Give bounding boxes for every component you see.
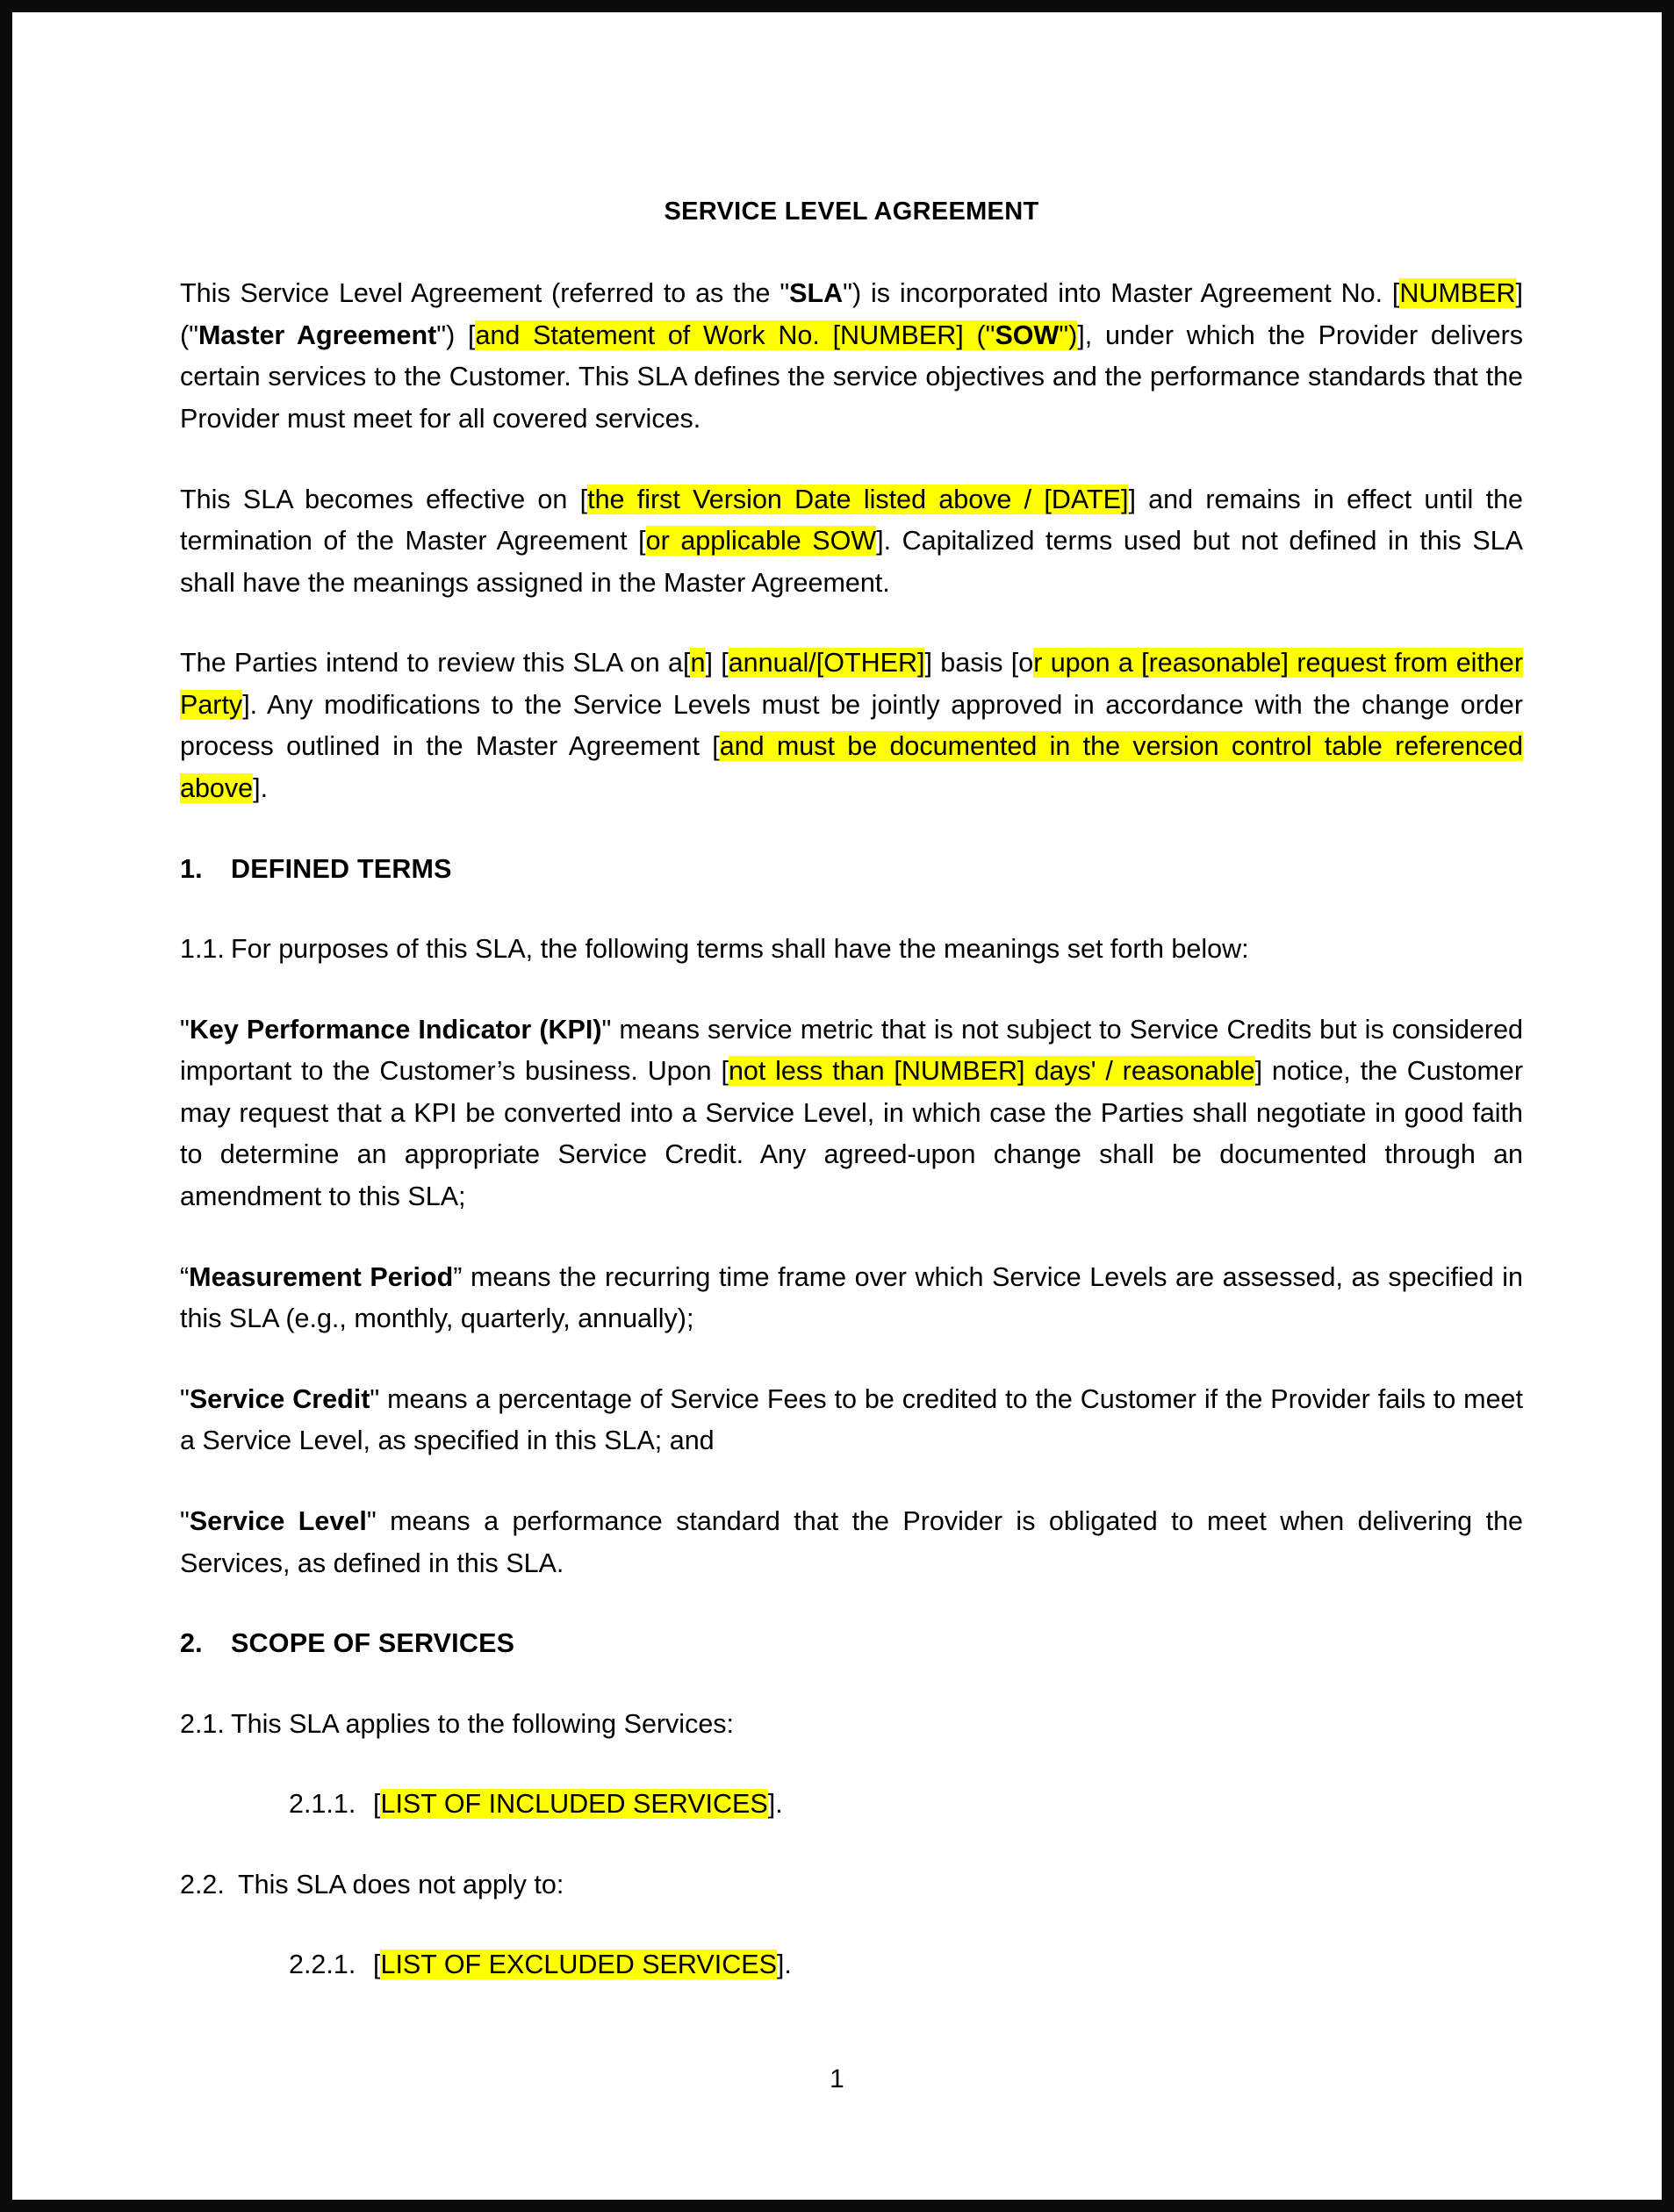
intro-p1-bold-master-agreement: Master Agreement bbox=[198, 320, 437, 350]
definition-service-level-seg2: " means a performance standard that the Provider is obligated to meet when delivering the Services, as defined in this SLA. bbox=[180, 1505, 1523, 1578]
clause-2-2-1-prefix: [ bbox=[373, 1950, 381, 1980]
spacer bbox=[180, 971, 1523, 1009]
intro-p1-bold-sow: SOW bbox=[995, 320, 1060, 350]
intro-p2-seg1: This SLA becomes effective on [ bbox=[180, 484, 588, 514]
intro-p1-highlight-sow-tail: ") bbox=[1059, 320, 1078, 350]
clause-number-2-1-1: 2.1.1. bbox=[289, 1789, 356, 1820]
definition-kpi bbox=[180, 1009, 1523, 1218]
definition-service-level-openquote: " bbox=[180, 1505, 190, 1536]
definition-kpi-seg2: " means service metric that is not subject to Service Credits but is considered important to the Customer’s business. Upon [ bbox=[180, 1014, 1524, 1087]
section-heading-scope-of-services bbox=[180, 1623, 1523, 1665]
definition-measurement-period bbox=[180, 1257, 1523, 1340]
intro-p2-seg3: ]. Capitalized terms used but not defined in this SLA shall have the meanings assigned in the Master Agreement. bbox=[180, 526, 1523, 598]
definition-service-credit-openquote: " bbox=[180, 1383, 190, 1414]
spacer bbox=[180, 1218, 1523, 1257]
spacer bbox=[180, 441, 1523, 479]
spacer bbox=[180, 604, 1523, 643]
clause-2-1-1-suffix: ]. bbox=[767, 1789, 783, 1820]
intro-p2-highlight-applicable-sow: or applicable SOW bbox=[645, 526, 877, 557]
definition-kpi-seg3: ] notice, the Customer may request that a KPI be converted into a Service Level, in which case the Parties shall negotiate in good faith to determine an appropriate Service Credit. Any agreed-upon change shall be documented through an amendment to this SLA; bbox=[180, 1056, 1523, 1212]
section-title-1: DEFINED TERMS bbox=[231, 853, 452, 884]
clause-number-2-2: 2.2. bbox=[180, 1869, 225, 1900]
clause-2-1-1-highlight-included-services: LIST OF INCLUDED SERVICES bbox=[380, 1789, 768, 1820]
document-page bbox=[12, 12, 1662, 2200]
section-number-1: 1. bbox=[180, 853, 203, 884]
spacer bbox=[180, 1462, 1523, 1501]
spacer bbox=[180, 1906, 1523, 1944]
intro-p1-seg3: ] (" bbox=[180, 278, 1523, 350]
clause-2-2-1-highlight-excluded-services: LIST OF EXCLUDED SERVICES bbox=[380, 1950, 777, 1980]
page-number: 1 bbox=[830, 2065, 844, 2094]
spacer bbox=[180, 1826, 1523, 1864]
intro-p3-highlight-n: n bbox=[690, 648, 706, 679]
section-title-2: SCOPE OF SERVICES bbox=[231, 1628, 515, 1659]
intro-p3-seg3: ] basis [o bbox=[924, 648, 1034, 679]
intro-p3-seg4: ]. Any modifications to the Service Levels must be jointly approved in accordance with the change order process outlined in the Master Agreement [ bbox=[180, 689, 1523, 762]
spacer bbox=[180, 1340, 1523, 1379]
definition-service-credit-term: Service Credit bbox=[189, 1383, 370, 1414]
definition-service-credit-seg2: " means a percentage of Service Fees to be credited to the Customer if the Provider fails to meet a Service Level, as specified in this SLA; and bbox=[180, 1383, 1523, 1456]
clause-number-2-2-1: 2.2.1. bbox=[289, 1950, 356, 1980]
definition-service-credit bbox=[180, 1379, 1523, 1462]
intro-p3-highlight-version-control-table: and must be documented in the version control table referenced above bbox=[180, 731, 1523, 804]
spacer bbox=[180, 810, 1523, 849]
section-heading-defined-terms bbox=[180, 849, 1523, 891]
clause-text-2-1-1 bbox=[373, 1784, 1523, 1826]
clause-2-1-1-prefix: [ bbox=[373, 1789, 381, 1820]
intro-p3-seg5: ]. bbox=[253, 773, 269, 804]
clause-text-1-1: For purposes of this SLA, the following terms shall have the meanings set forth below: bbox=[231, 934, 1249, 965]
clause-text-2-2: This SLA does not apply to: bbox=[238, 1869, 564, 1900]
clause-number-2-1: 2.1. bbox=[180, 1708, 225, 1739]
intro-p2-highlight-version-date: the first Version Date listed above / [DATE] bbox=[587, 484, 1129, 514]
clause-2-2-1 bbox=[289, 1944, 1523, 1986]
intro-p1-seg5: ], under which the Provider delivers certain services to the Customer. This SLA defines the service objectives and the performance standards that the Provider must meet for all covered services. bbox=[180, 320, 1523, 434]
definition-kpi-term: Key Performance Indicator (KPI) bbox=[189, 1014, 602, 1045]
intro-p3-highlight-annual-other: annual/[OTHER] bbox=[728, 648, 925, 679]
clause-text-2-1: This SLA applies to the following Services: bbox=[231, 1708, 735, 1739]
clause-2-2-1-suffix: ]. bbox=[776, 1950, 792, 1980]
definition-measurement-period-term: Measurement Period bbox=[189, 1261, 454, 1292]
definition-measurement-period-openquote: “ bbox=[180, 1261, 190, 1292]
section-number-2: 2. bbox=[180, 1628, 203, 1659]
clause-2-1 bbox=[180, 1704, 1523, 1746]
page-title: SERVICE LEVEL AGREEMENT bbox=[664, 198, 1039, 226]
intro-p1-highlight-number: NUMBER bbox=[1399, 278, 1516, 309]
intro-p1-highlight-sow-clause bbox=[475, 320, 1077, 350]
clause-2-2 bbox=[180, 1864, 1523, 1907]
intro-p1-highlight-sow-text: and Statement of Work No. [NUMBER] (" bbox=[475, 320, 995, 350]
intro-p2-seg2: ] and remains in effect until the termination of the Master Agreement [ bbox=[180, 484, 1523, 557]
definition-kpi-highlight-notice-period: not less than [NUMBER] days' / reasonable bbox=[728, 1056, 1255, 1087]
intro-paragraph-2 bbox=[180, 479, 1523, 605]
intro-paragraph-3 bbox=[180, 643, 1523, 809]
intro-p3-seg1: The Parties intend to review this SLA on a[ bbox=[180, 648, 691, 679]
intro-p1-seg4: ") [ bbox=[436, 320, 476, 350]
spacer bbox=[180, 1584, 1523, 1623]
definition-service-level-term: Service Level bbox=[189, 1505, 367, 1536]
clause-text-2-2-1 bbox=[373, 1944, 1523, 1986]
clause-1-1 bbox=[180, 929, 1523, 971]
spacer bbox=[180, 1665, 1523, 1704]
document-body bbox=[180, 12, 1523, 1986]
intro-paragraph-1 bbox=[180, 273, 1523, 440]
clause-2-1-1 bbox=[289, 1784, 1523, 1826]
clause-number-1-1: 1.1. bbox=[180, 934, 225, 965]
spacer bbox=[180, 232, 1523, 273]
definition-kpi-openquote: " bbox=[180, 1014, 190, 1045]
spacer bbox=[180, 890, 1523, 929]
intro-p1-seg2: ") is incorporated into Master Agreement No. [ bbox=[843, 278, 1400, 309]
definition-service-level bbox=[180, 1501, 1523, 1584]
spacer bbox=[180, 1745, 1523, 1784]
intro-p3-highlight-reasonable-request: r upon a [reasonable] request from either Party bbox=[180, 648, 1523, 720]
intro-p3-seg2: ] [ bbox=[705, 648, 729, 679]
intro-p1-bold-sla: SLA bbox=[789, 278, 844, 309]
definition-measurement-period-seg2: ” means the recurring time frame over which Service Levels are assessed, as specified in this SLA (e.g., monthly, quarterly, annually); bbox=[180, 1261, 1523, 1334]
intro-p1-seg1: This Service Level Agreement (referred to as the " bbox=[180, 278, 790, 309]
